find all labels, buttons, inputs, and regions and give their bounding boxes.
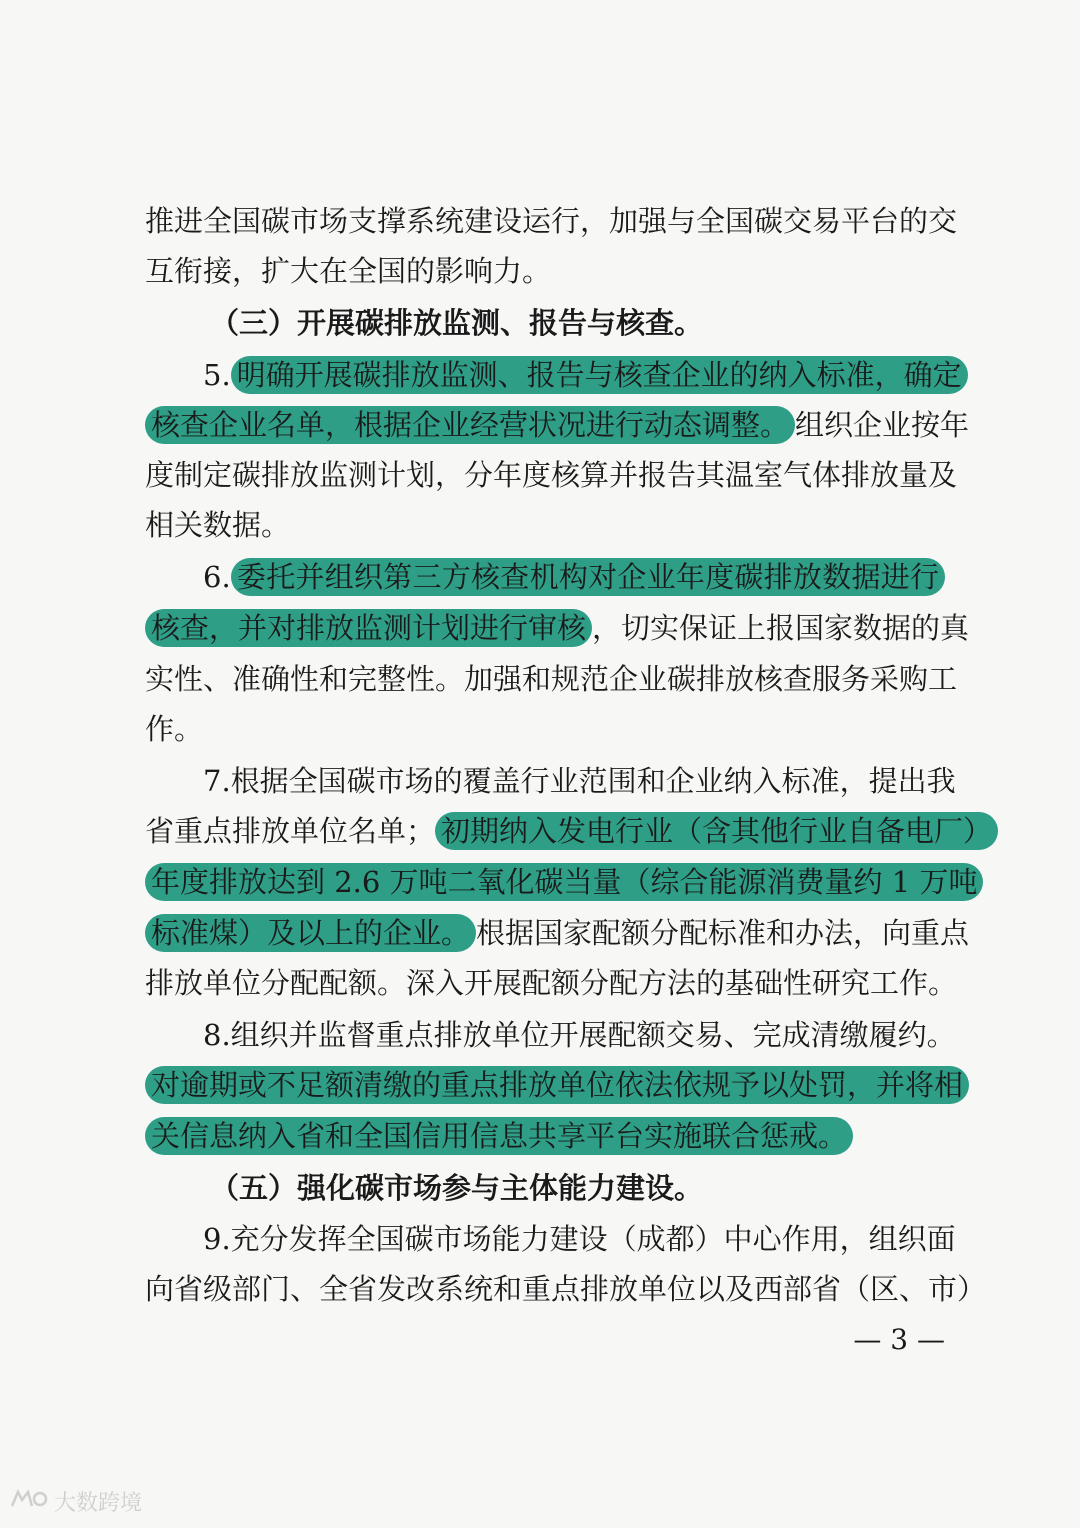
highlight: 关信息纳入省和全国信用信息共享平台实施联合惩戒。	[145, 1117, 853, 1155]
text-line: 推进全国碳市场支撑系统建设运行，加强与全国碳交易平台的交	[145, 204, 958, 238]
text-line: 实性、准确性和完整性。加强和规范企业碳排放核查服务采购工	[145, 662, 958, 696]
page-number: — 3 —	[853, 1323, 945, 1356]
highlight: 核查企业名单，根据企业经营状况进行动态调整。	[145, 406, 795, 444]
highlight: 年度排放达到 2.6 万吨二氧化碳当量（综合能源消费量约 1 万吨	[145, 863, 983, 901]
text-line: 相关数据。	[145, 508, 291, 542]
text-line: 排放单位分配配额。深入开展配额分配方法的基础性研究工作。	[145, 966, 958, 1000]
text-line: 6. 委托并组织第三方核查机构对企业年度碳排放数据进行	[203, 552, 945, 602]
highlight: 对逾期或不足额清缴的重点排放单位依法依规予以处罚，并将相	[145, 1066, 969, 1104]
section-heading-5: （五）强化碳市场参与主体能力建设。	[210, 1171, 704, 1205]
highlight: 初期纳入发电行业（含其他行业自备电厂）	[435, 812, 998, 850]
text-line: 作。	[145, 712, 204, 746]
highlight: 委托并组织第三方核查机构对企业年度碳排放数据进行	[231, 558, 945, 596]
highlight: 核查，并对排放监测计划进行审核	[145, 609, 592, 647]
text-line: 标准煤）及以上的企业。 根据国家配额分配标准和办法，向重点	[145, 908, 945, 958]
text-line: 互衔接，扩大在全国的影响力。	[145, 254, 552, 288]
text-line	[145, 1060, 964, 1110]
text-line: 度制定碳排放监测计划，分年度核算并报告其温室气体排放量及	[145, 458, 958, 492]
text-line	[145, 1111, 945, 1161]
text-line: 9.充分发挥全国碳市场能力建设（成都）中心作用，组织面	[203, 1222, 956, 1256]
text-line: 核查企业名单，根据企业经营状况进行动态调整。 组织企业按年	[145, 400, 945, 450]
text-line: 7.根据全国碳市场的覆盖行业范围和企业纳入标准，提出我	[203, 764, 956, 798]
text-line: 向省级部门、全省发改系统和重点排放单位以及西部省（区、市）	[145, 1272, 987, 1306]
text-line: 5. 明确开展碳排放监测、报告与核查企业的纳入标准，确定	[203, 350, 945, 400]
text-line: 省重点排放单位名单； 初期纳入发电行业（含其他行业自备电厂）	[145, 806, 945, 856]
highlight: 明确开展碳排放监测、报告与核查企业的纳入标准，确定	[231, 356, 968, 394]
watermark: 大数跨境	[8, 1488, 142, 1519]
text-line	[145, 857, 978, 907]
text-line: 8.组织并监督重点排放单位开展配额交易、完成清缴履约。	[203, 1018, 956, 1052]
highlight: 标准煤）及以上的企业。	[145, 914, 476, 952]
section-heading-3: （三）开展碳排放监测、报告与核查。	[210, 306, 704, 340]
watermark-logo-icon	[8, 1488, 48, 1519]
text-line: 核查，并对排放监测计划进行审核 ，切实保证上报国家数据的真	[145, 603, 945, 653]
